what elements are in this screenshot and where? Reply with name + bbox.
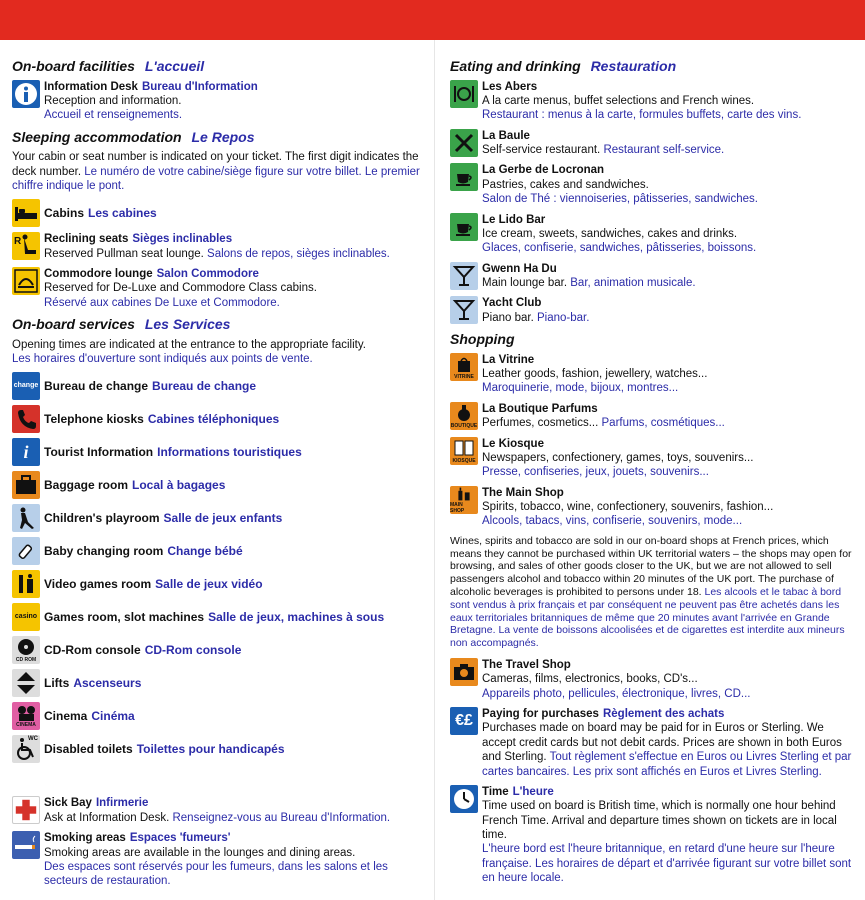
section-title-en: On-board services <box>12 316 135 333</box>
video-games-icon <box>12 570 40 598</box>
icon-label: VITRINE <box>454 373 474 380</box>
section-title-en: On-board facilities <box>12 58 135 74</box>
clock-icon <box>450 785 478 813</box>
item-name-en: Disabled toilets <box>44 741 133 756</box>
icon-label: BOUTIQUE <box>450 422 478 429</box>
shop-item <box>450 353 855 396</box>
bottles-icon <box>450 486 478 514</box>
item-name-fr: Cabines téléphoniques <box>147 411 280 426</box>
item-name-fr: L'heure <box>512 785 554 798</box>
handbag-icon <box>450 353 478 381</box>
cd-rom-icon <box>12 636 40 664</box>
item-name-fr: Cinéma <box>91 708 135 723</box>
venue-item <box>450 163 855 206</box>
section-title-eating <box>450 58 855 76</box>
tea-cup-icon <box>450 163 478 191</box>
casino-icon <box>12 603 40 631</box>
item-name-en: Bureau de change <box>44 378 149 393</box>
section-title-en: Shopping <box>450 331 515 348</box>
svg-text:R: R <box>14 236 22 248</box>
shop-item <box>450 402 855 431</box>
cabins-item <box>12 199 422 227</box>
item-desc-en: Time used on board is British time, which is normally one hour behind French Time. Arrival and departure times shown on tickets are in local time. <box>482 800 837 842</box>
currency-exchange-icon <box>12 372 40 400</box>
shop-desc-fr: Parfums, cosmétiques... <box>601 417 725 430</box>
item-name-en: Telephone kiosks <box>44 411 144 426</box>
service-item <box>12 636 422 664</box>
venue-item <box>450 80 855 123</box>
item-name-fr: Sièges inclinables <box>132 233 233 246</box>
item-name-en: Baggage room <box>44 477 129 492</box>
venue-item <box>450 213 855 256</box>
shop-desc-fr: Appareils photo, pellicules, électronique, livres, CD... <box>482 687 751 700</box>
icon-label: CINEMA <box>16 722 36 729</box>
shop-desc-fr: Alcools, tabacs, vins, confiserie, souvenirs, mode... <box>482 515 743 528</box>
icon-label: MAIN SHOP <box>450 501 465 514</box>
camera-icon <box>450 658 478 686</box>
icon-label: casino <box>14 613 38 620</box>
item-name-en: Cinema <box>44 708 88 723</box>
venue-name: Le Lido Bar <box>482 213 546 226</box>
information-icon <box>12 80 40 108</box>
item-name-fr: Toilettes pour handicapés <box>136 741 285 756</box>
shop-name: La Boutique Parfums <box>482 402 598 415</box>
item-name-en: Information Desk <box>44 80 138 93</box>
item-desc-fr: Des espaces sont réservés pour les fumeurs, dans les salons et les secteurs de restauration. <box>44 860 388 888</box>
service-item <box>12 570 422 598</box>
section-title-sleeping <box>12 129 422 147</box>
venue-desc-en: Piano bar. <box>482 311 534 324</box>
shop-desc-fr: Presse, confiseries, jeux, jouets, souvenirs... <box>482 466 709 479</box>
venue-name: La Baule <box>482 129 530 142</box>
item-desc-en: Reception and information. <box>44 94 182 107</box>
icon-label: CD ROM <box>15 657 37 664</box>
tourist-info-icon <box>12 438 40 466</box>
paying-item <box>450 707 855 779</box>
shop-desc-en: Spirits, tobacco, wine, confectionery, souvenirs, fashion... <box>482 501 774 513</box>
reclining-seats-item <box>12 232 422 261</box>
shop-desc-en: Cameras, films, electronics, books, CD's... <box>482 673 698 686</box>
item-name-en: Lifts <box>44 675 70 690</box>
icon-label: change <box>13 382 39 389</box>
item-desc-fr: Tout règlement s'effectue en Euros ou Livres Sterling et par cartes bancaires. Les prix sont affichés en Euros et Livres Sterling. <box>482 751 852 778</box>
item-name-fr: Change bébé <box>167 543 243 558</box>
baby-bottle-icon <box>12 537 40 565</box>
item-name-fr: Règlement des achats <box>602 708 725 721</box>
venue-item <box>450 262 855 291</box>
newspaper-icon <box>450 437 478 465</box>
duty-free-note <box>450 535 855 650</box>
venue-name: Les Abers <box>482 80 538 93</box>
item-name-fr: Informations touristiques <box>157 444 302 459</box>
icon-label: KIOSQUE <box>452 457 476 464</box>
sick-bay-item <box>12 796 422 825</box>
venue-desc-en: Self-service restaurant. <box>482 144 601 156</box>
item-name-fr: Bureau d'Information <box>141 80 258 93</box>
wheelchair-icon <box>12 735 40 763</box>
section-title-shopping <box>450 331 855 349</box>
playroom-icon <box>12 504 40 532</box>
section-title-en: Eating and drinking <box>450 58 581 74</box>
lounge-icon <box>12 267 40 295</box>
item-name-fr: Salle de jeux vidéo <box>155 576 263 591</box>
shop-item <box>450 437 855 480</box>
icon-label: WC <box>28 736 38 743</box>
service-item <box>12 537 422 565</box>
coffee-cup-icon <box>450 213 478 241</box>
section-title-fr: Le Repos <box>191 128 255 145</box>
right-column <box>450 56 855 892</box>
service-item <box>12 702 422 730</box>
section-title-facilities <box>12 58 422 76</box>
item-desc-en: Ask at Information Desk. <box>44 811 170 824</box>
venue-name: Gwenn Ha Du <box>482 262 557 275</box>
venue-item <box>450 296 855 325</box>
cigarette-icon <box>12 831 40 859</box>
service-item <box>12 438 422 466</box>
lift-icon <box>12 669 40 697</box>
intro-fr: Les horaires d'ouverture sont indiqués aux points de vente. <box>12 353 313 365</box>
item-name-fr: CD-Rom console <box>144 642 242 657</box>
item-name-en: Cabins <box>44 205 85 220</box>
shop-item <box>450 658 855 701</box>
item-desc-en: Reserved Pullman seat lounge. <box>44 247 204 260</box>
page-fold <box>434 40 435 900</box>
item-desc-fr: Accueil et renseignements. <box>44 109 183 122</box>
section-title-fr: Les Services <box>144 316 231 333</box>
venue-desc-fr: Piano-bar. <box>537 311 590 324</box>
venue-desc-fr: Bar, animation musicale. <box>570 277 696 289</box>
perfume-icon <box>450 402 478 430</box>
venue-desc-fr: Salon de Thé : viennoiseries, pâtisseries, sandwiches. <box>482 193 758 206</box>
item-name-fr: Ascenseurs <box>73 675 142 690</box>
venue-desc-en: A la carte menus, buffet selections and French wines. <box>482 94 755 107</box>
item-desc-fr: Salons de repos, sièges inclinables. <box>207 247 390 260</box>
venue-name: La Gerbe de Locronan <box>482 164 605 177</box>
service-item <box>12 735 422 763</box>
bed-icon <box>12 199 40 227</box>
commodore-lounge-item <box>12 267 422 310</box>
item-name-fr: Salle de jeux, machines à sous <box>208 609 385 624</box>
item-name-en: Sick Bay <box>44 797 92 810</box>
cutlery-icon <box>450 129 478 157</box>
item-desc-en: Purchases made on board may be paid for in Euros or Sterling. We accept credit cards but not debit cards. Prices are shown in both Euros and Sterling. <box>482 722 842 764</box>
item-name-en: Commodore lounge <box>44 268 153 280</box>
section-title-fr: Restauration <box>590 58 677 74</box>
shop-desc-en: Leather goods, fashion, jewellery, watches... <box>482 368 708 380</box>
item-name-en: Games room, slot machines <box>44 609 205 624</box>
currency-icon: €£ <box>450 707 478 735</box>
item-name-en: CD-Rom console <box>44 642 141 657</box>
intro-fr: Le numéro de votre cabine/siège figure sur votre billet. Le premier chiffre indique le pont. <box>12 165 420 192</box>
section-title-en: Sleeping accommodation <box>12 128 182 145</box>
intro-en: Your cabin or seat number is indicated on your ticket. The first digit indicates the deck number. <box>12 151 419 178</box>
item-name-en: Time <box>482 785 509 798</box>
shop-desc-en: Newspapers, confectionery, games, toys, souvenirs... <box>482 451 754 464</box>
venue-desc-fr: Glaces, confiserie, sandwiches, pâtisseries, boissons. <box>482 242 757 255</box>
intro-en: Opening times are indicated at the entrance to the appropriate facility. <box>12 338 366 351</box>
service-item <box>12 504 422 532</box>
venue-desc-en: Ice cream, sweets, sandwiches, cakes and drinks. <box>482 227 738 240</box>
venue-desc-fr: Restaurant : menus à la carte, formules buffets, carte des vins. <box>482 109 802 122</box>
services-intro <box>12 338 422 367</box>
time-item <box>450 785 855 886</box>
item-name-en: Children's playroom <box>44 510 160 525</box>
item-name-fr: Espaces 'fumeurs' <box>129 832 231 845</box>
venue-name: Yacht Club <box>482 297 542 310</box>
shop-name: Le Kiosque <box>482 437 544 450</box>
item-name-fr: Salle de jeux enfants <box>163 510 283 525</box>
section-title-services <box>12 316 422 334</box>
item-desc-fr: Réservé aux cabines De Luxe et Commodore. <box>44 296 280 309</box>
item-name-fr: Bureau de change <box>152 378 257 393</box>
item-name-en: Smoking areas <box>44 832 126 845</box>
service-item <box>12 603 422 631</box>
shop-desc-fr: Maroquinerie, mode, bijoux, montres... <box>482 382 679 395</box>
note-fr: Les alcools et le tabac à bord sont vendus à prix français et par conséquent ne peuvent pas être achetés dans les eaux territoriales britanniques de même que 20 minutes avant l'arrivée en Grande Bretagne. La vente de boissons alcoolisées et de cigarettes est interdite aux mineurs non accompagnés. <box>450 585 845 650</box>
venue-desc-en: Main lounge bar. <box>482 277 568 289</box>
service-item <box>12 405 422 433</box>
item-name-en: Paying for purchases <box>482 708 599 721</box>
shop-item <box>450 486 855 529</box>
venue-item <box>450 129 855 158</box>
luggage-icon <box>12 471 40 499</box>
venue-desc-fr: Restaurant self-service. <box>603 144 725 156</box>
info-desk-item <box>12 80 422 123</box>
service-item <box>12 471 422 499</box>
item-name-fr: Local à bagages <box>132 477 226 492</box>
dining-icon <box>450 80 478 108</box>
item-name-fr: Infirmerie <box>95 797 149 810</box>
sleeping-intro <box>12 150 422 193</box>
item-desc-en: Reserved for De-Luxe and Commodore Class cabins. <box>44 282 317 295</box>
red-cross-icon <box>12 796 40 824</box>
smoking-item <box>12 831 422 889</box>
cocktail-icon <box>450 296 478 324</box>
icon-label: i <box>23 442 29 463</box>
left-column <box>12 56 422 895</box>
telephone-icon <box>12 405 40 433</box>
note-en: Wines, spirits and tobacco are sold in our on-board shops at French prices, which means they cannot be purchased within UK territorial waters – the shops may open for browsing, and sales of other goods closer to the UK, but we are not allowed to sell passengers alcohol and tobacco within 20 minutes of the UK port. The purchase of alcoholic beverages is prohibited to persons under 18. <box>450 534 852 598</box>
item-desc-fr: Renseignez-vous au Bureau d'Information. <box>172 811 391 824</box>
shop-name: The Travel Shop <box>482 658 571 671</box>
item-name-en: Video games room <box>44 576 152 591</box>
service-item <box>12 372 422 400</box>
item-desc-en: Smoking areas are available in the lounges and dining areas. <box>44 846 356 859</box>
item-desc-fr: L'heure bord est l'heure britannique, en retard d'une heure sur l'heure française. Les horaires de départ et d'arrivée figurant sur votre billet sont en heure locale. <box>482 843 852 885</box>
item-name-en: Baby changing room <box>44 543 164 558</box>
shop-desc-en: Perfumes, cosmetics... <box>482 417 599 430</box>
top-red-band <box>0 0 865 40</box>
service-item <box>12 669 422 697</box>
cinema-icon <box>12 702 40 730</box>
shop-name: The Main Shop <box>482 486 564 499</box>
section-title-fr: L'accueil <box>144 58 205 74</box>
item-name-en: Reclining seats <box>44 233 129 246</box>
venue-desc-en: Pastries, cakes and sandwiches. <box>482 178 649 191</box>
reclining-seat-icon <box>12 232 40 260</box>
item-name-fr: Les cabines <box>88 205 157 220</box>
item-name-fr: Salon Commodore <box>156 268 259 280</box>
item-name-en: Tourist Information <box>44 444 154 459</box>
cocktail-icon <box>450 262 478 290</box>
shop-name: La Vitrine <box>482 353 535 366</box>
